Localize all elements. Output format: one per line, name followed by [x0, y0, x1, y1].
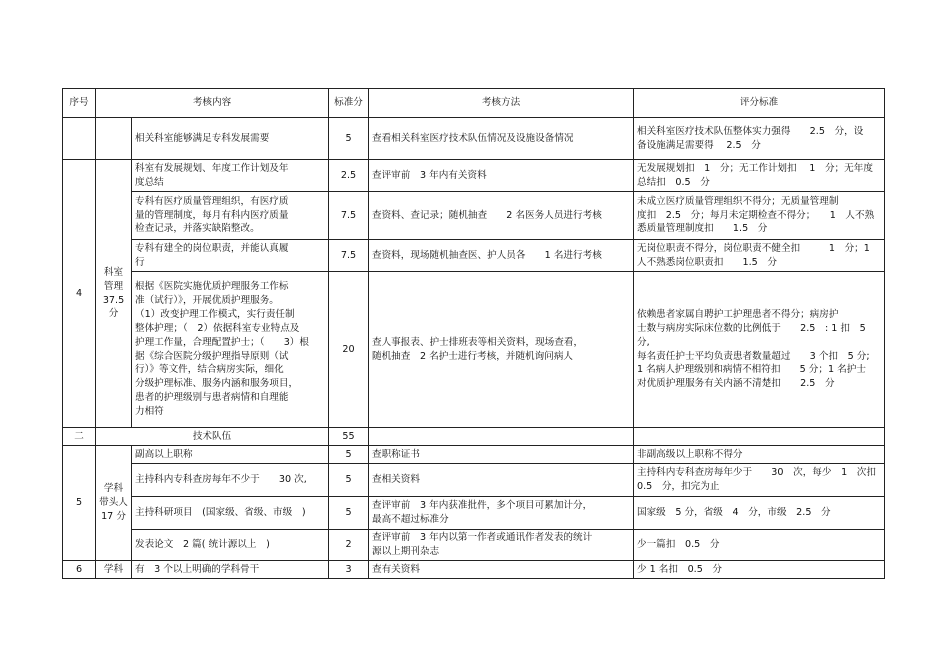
score-cell: 5 [329, 446, 369, 464]
criteria-cell [634, 428, 885, 446]
item-cell: 主持科研项目 (国家级、省级、市级 ) [132, 497, 329, 530]
item-cell: 专科有建全的岗位职责，并能认真履 行 [132, 240, 329, 272]
table-row [63, 160, 885, 192]
criteria-cell: 主持科内专科查房每年少于 30 次，每少 1 次扣 0.5 分，扣完为止 [634, 464, 885, 497]
category-cell: 学科 带头人 17 分 [96, 446, 132, 561]
method-cell: 查看相关科室医疗技术队伍情况及设施设备情况 [369, 118, 634, 160]
criteria-cell: 国家级 5 分，省级 4 分，市级 2.5 分 [634, 497, 885, 530]
score-cell: 5 [329, 497, 369, 530]
header-row [63, 89, 885, 118]
criteria-cell: 无岗位职责不得分，岗位职责不健全扣 1 分；1 人不熟悉岗位职责扣 1.5 分 [634, 240, 885, 272]
table-row [63, 272, 885, 428]
header-content: 考核内容 [96, 89, 329, 118]
score-cell: 7.5 [329, 240, 369, 272]
header-seq: 序号 [63, 89, 96, 118]
table-row [63, 446, 885, 464]
item-cell: 发表论文 2 篇( 统计源以上 ) [132, 530, 329, 561]
seq-cell: 二 [63, 428, 96, 446]
criteria-cell: 相关科室医疗技术队伍整体实力强得 2.5 分，设 备设施满足需要得 2.5 分 [634, 118, 885, 160]
score-cell: 2 [329, 530, 369, 561]
seq-cell: 6 [63, 561, 96, 579]
item-cell: 科室有发展规划、年度工作计划及年 度总结 [132, 160, 329, 192]
method-cell: 查评审前 3 年内有关资料 [369, 160, 634, 192]
table-row [63, 192, 885, 240]
category-cell: 学科 [96, 561, 132, 579]
method-cell: 查职称证书 [369, 446, 634, 464]
table-row [63, 561, 885, 579]
seq-cell: 4 [63, 160, 96, 428]
category-cell [96, 118, 132, 160]
table-row [63, 464, 885, 497]
method-cell: 查评审前 3 年内获准批件，多个项目可累加计分， 最高不超过标准分 [369, 497, 634, 530]
header-method: 考核方法 [369, 89, 634, 118]
criteria-cell: 无发展规划扣 1 分；无工作计划扣 1 分；无年度 总结扣 0.5 分 [634, 160, 885, 192]
score-cell: 5 [329, 464, 369, 497]
section-row [63, 428, 885, 446]
table-row [63, 497, 885, 530]
method-cell: 查评审前 3 年内以第一作者或通讯作者发表的统计 源以上期刊杂志 [369, 530, 634, 561]
item-cell: 专科有医疗质量管理组织，有医疗质 量的管理制度，每月有科内医疗质量 检查记录，并落实缺陷整改。 [132, 192, 329, 240]
item-cell: 主持科内专科查房每年不少于 30 次, [132, 464, 329, 497]
table-row [63, 118, 885, 160]
score-cell: 55 [329, 428, 369, 446]
method-cell: 查资料、查记录；随机抽查 2 名医务人员进行考核 [369, 192, 634, 240]
header-score: 标准分 [329, 89, 369, 118]
criteria-cell: 非副高级以上职称不得分 [634, 446, 885, 464]
item-cell: 相关科室能够满足专科发展需要 [132, 118, 329, 160]
score-cell: 5 [329, 118, 369, 160]
method-cell: 查资料，现场随机抽查医、护人员各 1 名进行考核 [369, 240, 634, 272]
method-cell: 查相关资料 [369, 464, 634, 497]
header-criteria: 评分标准 [634, 89, 885, 118]
seq-cell: 5 [63, 446, 96, 561]
seq-cell [63, 118, 96, 160]
criteria-cell: 少一篇扣 0.5 分 [634, 530, 885, 561]
section-title: 技术队伍 [96, 428, 329, 446]
score-cell: 2.5 [329, 160, 369, 192]
method-cell: 查人事报表、护士排班表等相关资料，现场查看， 随机抽查 2 名护士进行考核，并随机询问病人 [369, 272, 634, 428]
item-cell: 根据《医院实施优质护理服务工作标 准（试行）》，开展优质护理服务。 （1）改变护理工作模式，实行责任制 整体护理；（ 2）依据科室专业特点及 护理工作量，合理配置护士；（ 3）根 据《综合医院分级护理指导原则（试 行）》等文件，结合病房实际，细化 分级护理标准、服务内涵和服务项目， 患者的护理级别与患者病情和自理能 力相符 [132, 272, 329, 428]
score-cell: 20 [329, 272, 369, 428]
item-cell: 副高以上职称 [132, 446, 329, 464]
assessment-table [62, 88, 885, 579]
criteria-cell: 依赖患者家属自聘护工护理患者不得分；病房护 士数与病房实际床位数的比例低于 2.5 : 1 扣 5 分, 每名责任护士平均负责患者数量超过 3 个扣 5 分; 1 名病人护理级别和病情不相符扣 5 分；1 名护士 对优质护理服务有关内涵不清楚扣 2.5 分 [634, 272, 885, 428]
method-cell [369, 428, 634, 446]
method-cell: 查有关资料 [369, 561, 634, 579]
criteria-cell: 少 1 名扣 0.5 分 [634, 561, 885, 579]
category-cell: 科室 管理 37.5 分 [96, 160, 132, 428]
criteria-cell: 未成立医疗质量管理组织不得分；无质量管理制 度扣 2.5 分；每月未定期检查不得分； 1 人不熟 悉质量管理制度扣 1.5 分 [634, 192, 885, 240]
score-cell: 7.5 [329, 192, 369, 240]
score-cell: 3 [329, 561, 369, 579]
table-row [63, 240, 885, 272]
table-row [63, 530, 885, 561]
item-cell: 有 3 个以上明确的学科骨干 [132, 561, 329, 579]
